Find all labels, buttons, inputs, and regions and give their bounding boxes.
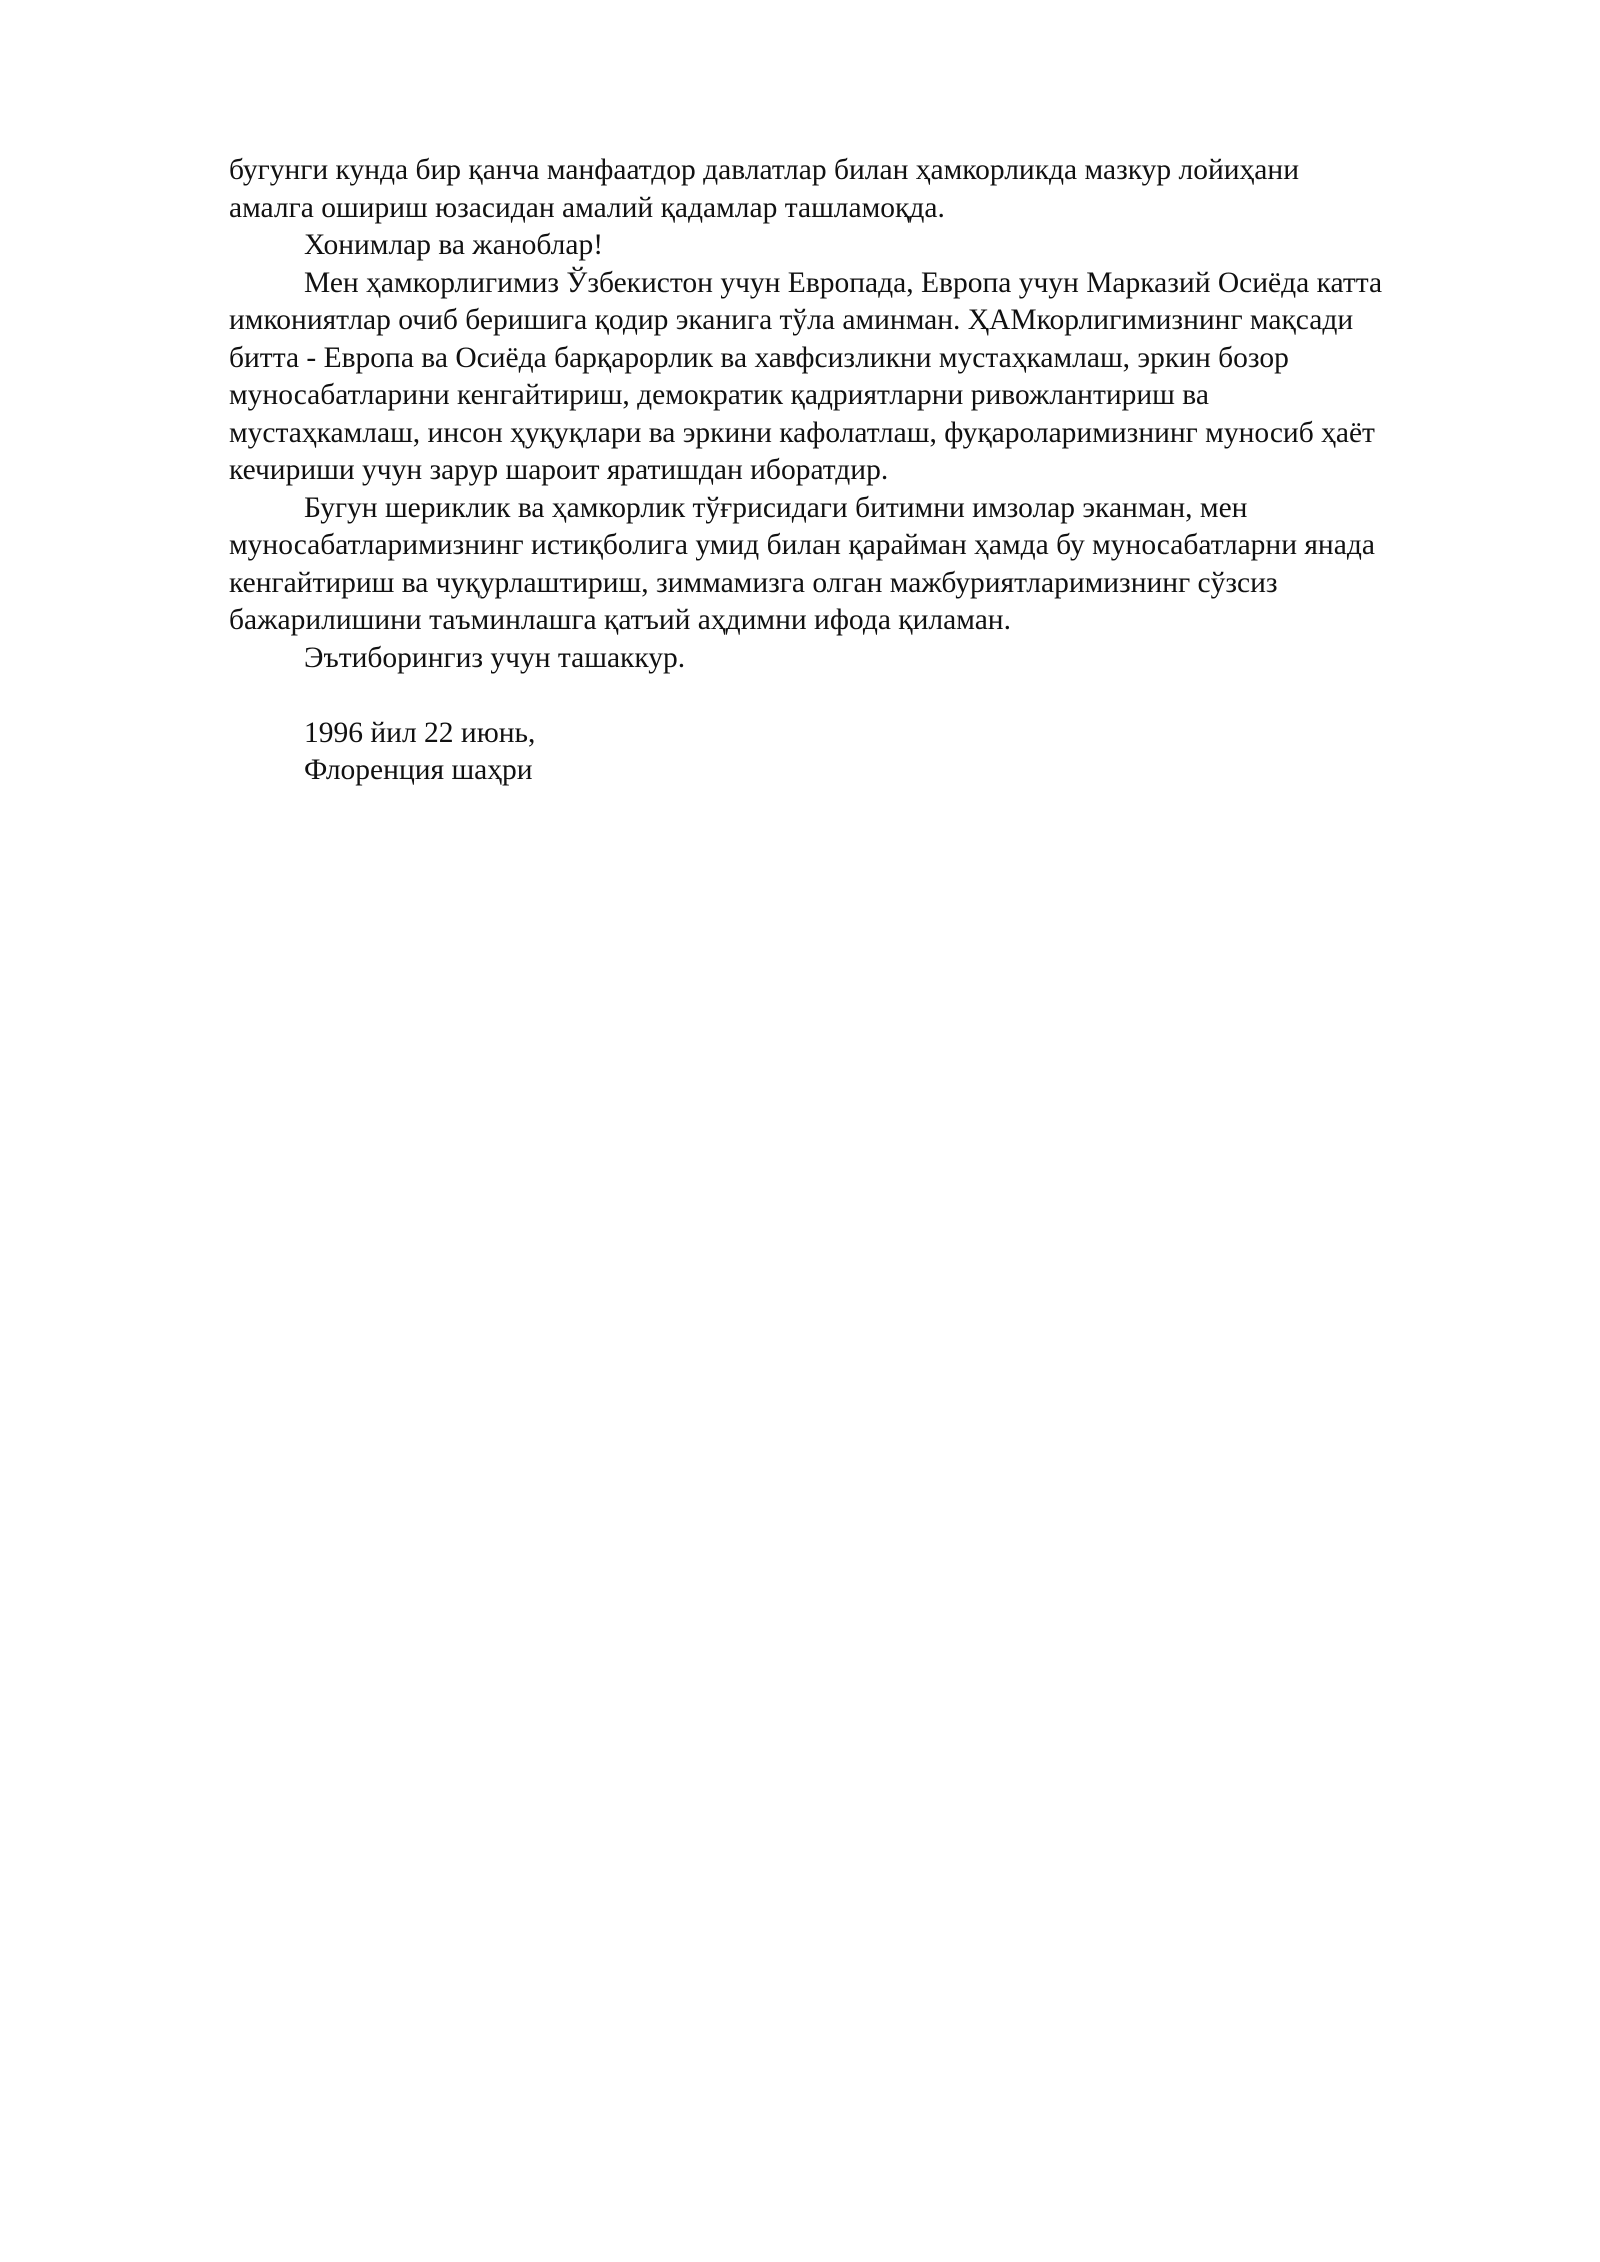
place-text: Флоренция шаҳри <box>304 754 533 786</box>
text-line: Мен ҳамкорлигимиз Ўзбекистон учун Европада, Европа учун Марказий Осиёда катта <box>304 266 1383 299</box>
text-line: битта - Европа ва Осиёда барқарорлик ва хавфсизликни мустаҳкамлаш, эркин бозор <box>229 341 1289 374</box>
blank-line <box>229 677 1519 715</box>
text-line: бугунги кунда бир қанча манфаатдор давлатлар билан ҳамкорликда мазкур лойиҳани <box>229 154 1299 186</box>
text-line: муносабатларини кенгайтириш, демократик қадриятларни ривожлантириш ва <box>229 379 1209 411</box>
date-text: 1996 йил 22 июнь, <box>304 716 536 749</box>
text-line: бажарилишини таъминлашга қатъий аҳдимни ифода қиламан. <box>229 604 1011 636</box>
text-line: Бугун шериклик ва ҳамкорлик тўғрисидаги битимни имзолар эканман, мен <box>304 491 1248 524</box>
greeting-paragraph <box>229 227 1519 265</box>
closing-text: Эътиборингиз учун ташаккур. <box>304 641 686 674</box>
text-line: имкониятлар очиб беришига қодир эканига тўла аминман. ҲАМкорлигимизнинг мақсади <box>229 304 1354 336</box>
text-line: муносабатларимизнинг истиқболига умид билан қарайман ҳамда бу муносабатларни янада <box>229 529 1375 561</box>
text-line: амалга ошириш юзасидан амалий қадамлар ташламоқда. <box>229 191 945 224</box>
text-line: мустаҳкамлаш, инсон ҳуқуқлари ва эркини кафолатлаш, фуқароларимизнинг муносиб ҳаёт <box>229 416 1375 449</box>
signature-block <box>229 715 1519 790</box>
continuation-paragraph <box>229 152 1519 227</box>
paragraph-2 <box>229 265 1519 490</box>
text-line: кенгайтириш ва чуқурлаштириш, зиммамизга олган мажбуриятларимизнинг сўзсиз <box>229 566 1278 599</box>
document-body <box>229 152 1519 790</box>
paragraph-3 <box>229 490 1519 640</box>
closing-paragraph <box>229 640 1519 678</box>
text-line: кечириши учун зарур шароит яратишдан иборатдир. <box>229 454 889 486</box>
greeting-text: Хонимлар ва жаноблар! <box>304 229 604 261</box>
